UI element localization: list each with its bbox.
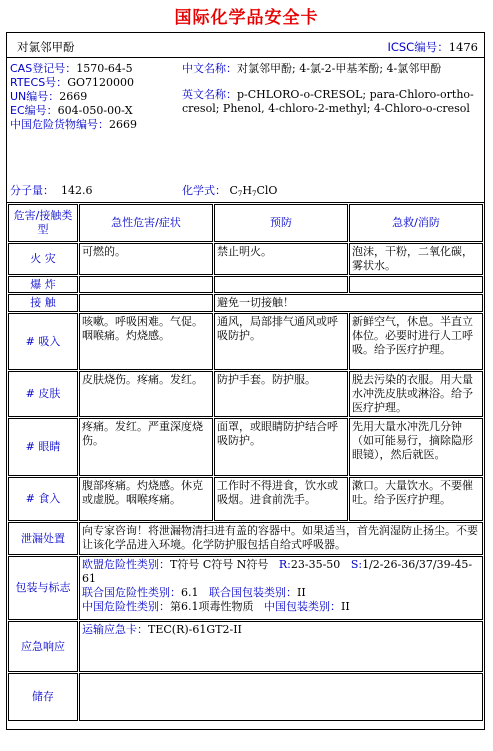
table-row [8,276,483,293]
explosion-hazard [79,276,213,293]
header-hazard: 急性危害/症状 [79,204,213,242]
skin-prevention: 防护手套。防护服。 [214,371,348,417]
ingestion-hazard: 腹部疼痛。灼烧感。休克或虚脱。咽喉疼痛。 [79,477,213,521]
identification-section [7,58,484,203]
row-type-skin: # 皮肤 [8,371,78,417]
packaging-label: 包装与标志 [8,556,78,620]
exposure-prevention: 避免一切接触！ [214,294,483,312]
chinese-names: 中文名称：对氯邻甲酚; 4-氯-2-甲基苯酚; 4-氯邻甲酚 [182,62,442,75]
eyes-hazard: 疼痛。发红。严重深度烧伤。 [79,418,213,476]
un-number: UN编号：2669 [10,90,88,103]
emergency-text: 运输应急卡：TEC(R)-61GT2-II [79,621,483,672]
row-type-eyes: # 眼睛 [8,418,78,476]
names-block [182,62,482,116]
eyes-firstaid: 先用大量水冲洗几分钟（如可能易行，摘除隐形眼镜），然后就医。 [349,418,483,476]
row-type-inhalation: # 吸入 [8,313,78,370]
table-row [8,313,483,370]
skin-hazard: 皮肤烧伤。疼痛。发红。 [79,371,213,417]
table-row [8,477,483,521]
english-names: 英文名称：p-CHLORO-o-CRESOL; para-Chloro-ortho-cresol; Phenol, 4-chloro-2-methyl; 4-Chloro-o-cresol [182,88,474,115]
rtecs-number: RTECS号：GO7120000 [10,76,134,89]
inhalation-firstaid: 新鲜空气，休息。半直立体位。必要时进行人工呼吸。给予医疗护理。 [349,313,483,370]
row-type-fire: 火 灾 [8,243,78,275]
ingestion-prevention: 工作时不得进食，饮水或吸烟。进食前洗手。 [214,477,348,521]
table-row [8,418,483,476]
emergency-row [8,621,483,672]
name-row [7,33,484,58]
header-firstaid: 急救/消防 [349,204,483,242]
row-type-exposure: 接 触 [8,294,78,312]
table-row [8,243,483,275]
packaging-row [8,556,483,620]
header-type: 危害/接触类型 [8,204,78,242]
storage-text [79,673,483,721]
card-title: 国际化学品安全卡 [174,8,319,28]
eyes-prevention: 面罩，或眼睛防护结合呼吸防护。 [214,418,348,476]
table-header-row [8,204,483,242]
identifier-list [10,62,180,132]
emergency-label: 应急响应 [8,621,78,672]
ec-number: EC编号：604-050-00-X [10,104,133,117]
exposure-hazard [79,294,213,312]
header-prevention: 预防 [214,204,348,242]
hazard-table [7,203,484,722]
eu-classification: 欧盟危险性类别：T符号 C符号 N符号 R:23-35-50 S:1/2-26-36/37/39-45-61 [82,558,473,585]
un-classification: 联合国危险性类别：6.1 联合国包装类别：II [82,586,306,599]
fire-hazard: 可燃的。 [79,243,213,275]
table-row [8,294,483,312]
storage-label: 储存 [8,673,78,721]
storage-row [8,673,483,721]
ingestion-firstaid: 漱口。大量饮水。不要催吐。给予医疗护理。 [349,477,483,521]
table-row [8,371,483,417]
china-dangerous-goods-number: 中国危险货物编号：2669 [10,118,137,131]
fire-prevention: 禁止明火。 [214,243,348,275]
row-type-ingestion: # 食入 [8,477,78,521]
fire-firstaid: 泡沫，干粉，二氧化碳，雾状水。 [349,243,483,275]
skin-firstaid: 脱去污染的衣服。用大量水冲洗皮肤或淋浴。给予医疗护理。 [349,371,483,417]
china-classification: 中国危险性类别：第6.1项毒性物质 中国包装类别：II [82,600,350,613]
row-type-explosion: 爆 炸 [8,276,78,293]
spill-row [8,522,483,555]
chemical-name: 对氯邻甲酚 [17,40,75,54]
cas-number: CAS登记号：1570-64-5 [10,62,133,75]
packaging-text [79,556,483,620]
spill-label: 泄漏处置 [8,522,78,555]
molecular-weight: 分子量： 142.6 [10,184,93,197]
inhalation-hazard: 咳嗽。呼吸困难。气促。咽喉痛。灼烧感。 [79,313,213,370]
explosion-prevention [214,276,348,293]
inhalation-prevention: 通风，局部排气通风或呼吸防护。 [214,313,348,370]
safety-card [6,32,485,730]
spill-text: 向专家咨询！将泄漏物清扫进有盖的容器中。如果适当，首先润湿防止扬尘。不要让该化学品进入环境。化学防护服包括自给式呼吸器。 [79,522,483,555]
icsc-number: ICSC编号：1476 [387,40,478,54]
explosion-firstaid [349,276,483,293]
chemical-formula: 化学式： $C_7H_7ClO$ [182,184,278,198]
